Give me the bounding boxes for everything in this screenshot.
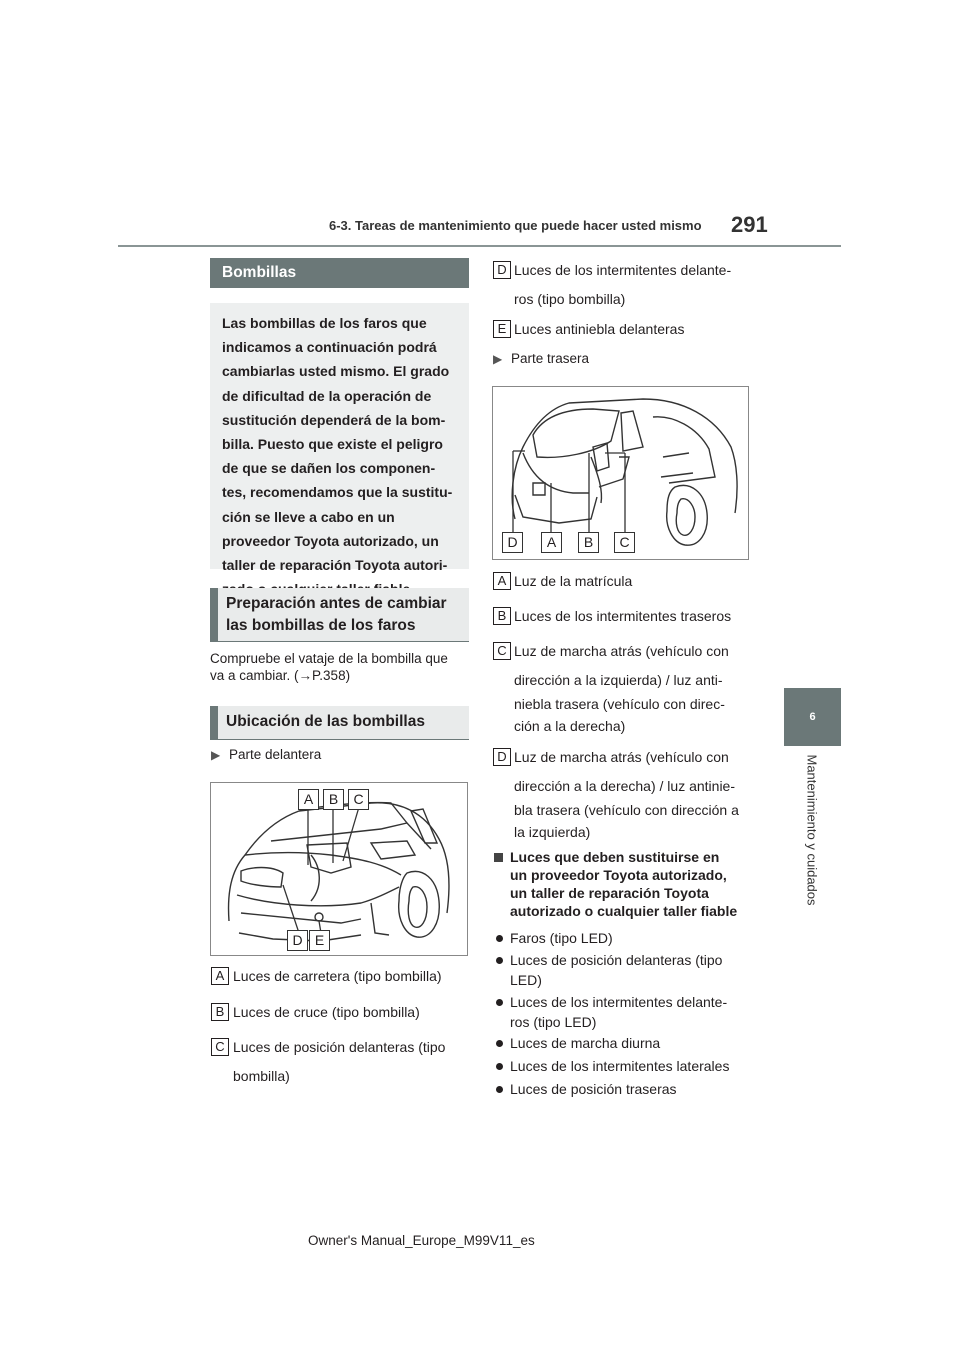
dealer-heading: Luces que deben sustituirse en un proveedor Toyota autorizado, un taller de reparación Toyota autorizado o cualquier taller fiable — [510, 849, 738, 919]
intro-line: billa. Puesto que existe el peligro — [222, 436, 443, 453]
rear-label: Parte trasera — [511, 351, 590, 366]
item-text: Luces de carretera (tipo bombilla) — [233, 968, 442, 984]
front-car-figure — [210, 782, 468, 956]
callout-a: A — [541, 532, 562, 553]
callout-c: C — [348, 789, 369, 810]
rear-car-figure — [492, 386, 749, 560]
intro-line: cambiarlas usted mismo. El grado — [222, 363, 450, 380]
bullet-text: Luces de posición traseras — [510, 1081, 677, 1097]
item-letter-e: E — [493, 320, 511, 338]
section-heading-preparation — [210, 588, 469, 642]
chapter-tab: 6 — [784, 688, 841, 746]
item-text: dirección a la izquierda) / luz anti- — [514, 672, 723, 688]
bullet-dot-icon — [496, 999, 503, 1006]
item-letter-c: C — [211, 1038, 229, 1056]
bullet-dot-icon — [496, 935, 503, 942]
section-heading-line: las bombillas de los faros — [226, 617, 416, 634]
bullet-text: Luces de los intermitentes delante- — [510, 994, 728, 1010]
bullet-text: Luces de los intermitentes laterales — [510, 1058, 730, 1074]
callout-d: D — [287, 930, 308, 951]
bullet-text: Faros (tipo LED) — [510, 930, 613, 946]
item-text: la izquierda) — [514, 824, 591, 840]
header-rule — [118, 245, 841, 247]
intro-line: tes, recomendamos que la sustitu- — [222, 484, 453, 501]
intro-line: indicamos a continuación podrá — [222, 339, 437, 356]
item-text: ros (tipo bombilla) — [514, 291, 626, 307]
item-text: Luces de posición delanteras (tipo — [233, 1039, 446, 1055]
item-letter-d: D — [493, 748, 511, 766]
intro-box — [210, 303, 469, 574]
triangle-bullet-icon: ▶ — [493, 352, 503, 366]
item-text: Luces de los intermitentes delante- — [514, 262, 732, 278]
callout-b: B — [578, 532, 599, 553]
item-letter-d: D — [493, 261, 511, 279]
bullet-dot-icon — [496, 1063, 503, 1070]
callout-c: C — [614, 532, 635, 553]
chapter-tab-label: Mantenimiento y cuidados — [804, 754, 820, 906]
intro-line: taller de reparación Toyota autori- — [222, 557, 448, 574]
item-text: Luces de los intermitentes traseros — [514, 608, 732, 624]
bullet-text: LED) — [510, 972, 542, 988]
intro-line: Las bombillas de los faros que — [222, 315, 427, 331]
bullet-dot-icon — [496, 1086, 503, 1093]
item-text: Luces de cruce (tipo bombilla) — [233, 1004, 420, 1020]
item-text: bombilla) — [233, 1068, 290, 1084]
section-heading-bulbs: Bombillas — [210, 258, 469, 288]
section-heading-location: Ubicación de las bombillas — [210, 706, 469, 740]
item-text: ción a la derecha) — [514, 718, 626, 734]
chapter-title: 6-3. Tareas de mantenimiento que puede hacer usted mismo — [329, 218, 702, 233]
section-heading-line: Preparación antes de cambiar — [226, 595, 447, 612]
page-number: 291 — [731, 212, 768, 237]
item-text: bla trasera (vehículo con dirección a — [514, 802, 739, 818]
item-letter-b: B — [211, 1003, 229, 1021]
footer-doc-id: Owner's Manual_Europe_M99V11_es — [308, 1233, 535, 1248]
item-text: niebla trasera (vehículo con direc- — [514, 696, 725, 712]
item-text: dirección a la derecha) / luz antinie- — [514, 778, 736, 794]
preparation-text: Compruebe el vataje de la bombilla que va a cambiar. (→P.358) — [210, 651, 448, 683]
bullet-text: Luces de posición delanteras (tipo — [510, 952, 723, 968]
intro-line: de que se dañen los componen- — [222, 460, 436, 477]
bullet-dot-icon — [496, 957, 503, 964]
bullet-text: Luces de marcha diurna — [510, 1035, 661, 1051]
item-text: Luz de marcha atrás (vehículo con — [514, 643, 729, 659]
item-letter-b: B — [493, 607, 511, 625]
intro-line: de dificultad de la operación de — [222, 387, 432, 404]
item-text: Luz de la matrícula — [514, 573, 633, 589]
bullet-text: ros (tipo LED) — [510, 1014, 597, 1030]
triangle-bullet-icon: ▶ — [211, 748, 221, 762]
square-bullet-icon — [494, 853, 503, 862]
item-letter-c: C — [493, 642, 511, 660]
item-letter-a: A — [493, 572, 511, 590]
intro-line: proveedor Toyota autorizado, un — [222, 532, 439, 549]
item-letter-a: A — [211, 967, 229, 985]
callout-d: D — [502, 532, 523, 553]
item-text: Luz de marcha atrás (vehículo con — [514, 749, 729, 765]
callout-e: E — [309, 930, 330, 951]
callout-a: A — [298, 789, 319, 810]
bullet-dot-icon — [496, 1040, 503, 1047]
callout-b: B — [323, 789, 344, 810]
item-text: Luces antiniebla delanteras — [514, 321, 685, 337]
front-label: Parte delantera — [229, 747, 322, 762]
intro-line: ción se lleve a cabo en un — [222, 508, 395, 525]
intro-line: sustitución dependerá de la bom- — [222, 411, 446, 428]
